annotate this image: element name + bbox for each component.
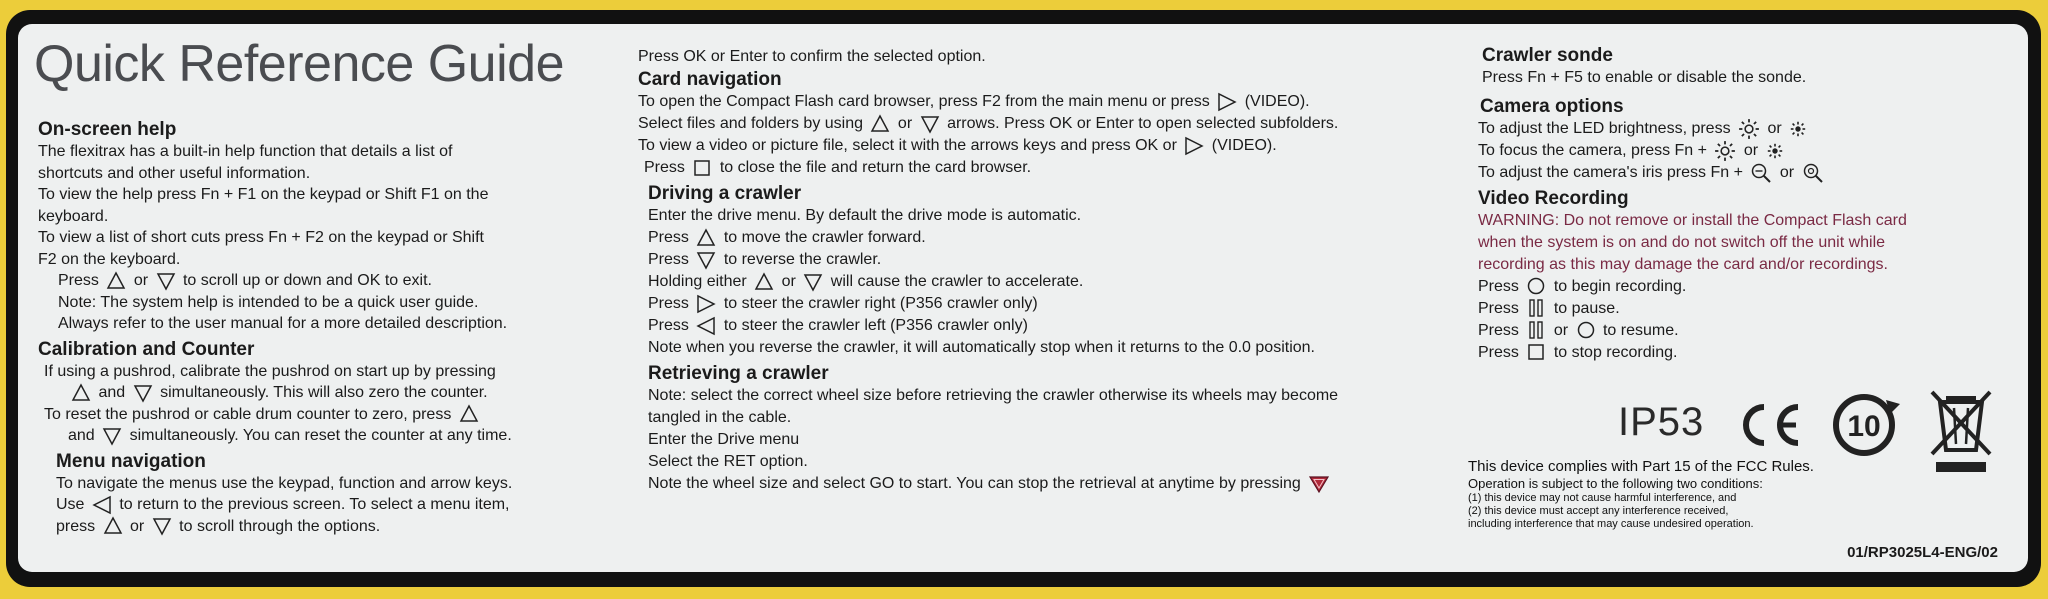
- led-sun-icon: [1789, 120, 1807, 138]
- retrieving-line: Select the RET option.: [648, 453, 808, 470]
- card-line: [638, 157, 1438, 179]
- card-text: Select files and folders by using: [638, 115, 864, 132]
- video-text: or: [1553, 321, 1569, 339]
- help-text: or: [133, 272, 149, 289]
- intro-line: Press OK or Enter to confirm the selected option.: [638, 48, 986, 65]
- video-text: Press: [1478, 277, 1519, 295]
- onscreen-help-heading: On-screen help: [38, 119, 177, 140]
- menu-line: [38, 494, 638, 516]
- help-line: keyboard.: [38, 207, 109, 225]
- driving-text: to move the crawler forward.: [723, 229, 926, 246]
- retrieving-line: Enter the Drive menu: [648, 431, 800, 448]
- ip-rating: IP53: [1618, 400, 1705, 444]
- left-triangle-icon: [696, 316, 716, 336]
- driving-text: to steer the crawler right (P356 crawler only): [723, 295, 1038, 312]
- driving-text: Press: [648, 229, 689, 246]
- help-line: To view a list of short cuts press Fn + F2 on the keypad or Shift: [38, 229, 484, 246]
- calibration-text: and: [68, 427, 95, 444]
- camera-line: [1478, 140, 2018, 162]
- driving-line: [648, 249, 1438, 271]
- menu-text: to scroll through the options.: [179, 517, 381, 535]
- help-text: Press: [58, 272, 99, 289]
- calibration-text: simultaneously. You can reset the counter at any time.: [129, 427, 512, 444]
- led-sun-icon: [1738, 118, 1760, 140]
- card-text: (VIDEO).: [1211, 137, 1277, 154]
- driving-line: Note when you reverse the crawler, it will automatically stop when it returns to the 0.0 position.: [648, 339, 1315, 356]
- circle-record-icon: [1526, 276, 1546, 296]
- iris-magnifier-icon: [1750, 162, 1772, 184]
- up-triangle-icon: [103, 516, 123, 536]
- sonde-heading: Crawler sonde: [1482, 45, 1613, 66]
- card-text: arrows. Press OK or Enter to open selected subfolders.: [947, 115, 1339, 132]
- down-triangle-icon: [102, 426, 122, 446]
- video-text: to pause.: [1553, 299, 1620, 317]
- video-text: to resume.: [1602, 321, 1679, 339]
- fcc-line: Operation is subject to the following two conditions:: [1468, 476, 1763, 491]
- square-stop-icon: [692, 158, 712, 178]
- pause-icon: [1526, 320, 1546, 340]
- menu-line: [38, 516, 638, 538]
- retrieving-line: [648, 473, 1438, 495]
- camera-text: or: [1767, 120, 1782, 138]
- card-text: To open the Compact Flash card browser, press F2 from the main menu or press: [638, 93, 1210, 110]
- down-triangle-icon: [920, 114, 940, 134]
- help-text: to scroll up or down and OK to exit.: [182, 272, 432, 289]
- pause-icon: [1526, 298, 1546, 318]
- card-text: to close the file and return the card browser.: [719, 159, 1032, 176]
- warning-line: recording as this may damage the card and/or recordings.: [1478, 255, 1888, 273]
- menu-text: press: [56, 517, 96, 535]
- camera-text: or: [1743, 142, 1759, 160]
- ten-year-label: 10: [1847, 410, 1881, 443]
- video-text: Press: [1478, 343, 1519, 361]
- driving-text: to reverse the crawler.: [723, 251, 882, 268]
- camera-text: or: [1779, 164, 1795, 182]
- fcc-notice: [1468, 458, 2008, 531]
- sonde-line: Press Fn + F5 to enable or disable the sonde.: [1482, 69, 1807, 86]
- card-text: or: [897, 115, 913, 132]
- fcc-line: (1) this device may not cause harmful interference, and: [1468, 492, 1737, 504]
- driving-text: Press: [648, 295, 689, 312]
- card-text: (VIDEO).: [1244, 93, 1310, 110]
- help-line: To view the help press Fn + F1 on the keypad or Shift F1 on the: [38, 186, 489, 203]
- iris-magnifier-icon: [1802, 162, 1824, 184]
- camera-text: To adjust the camera's iris press Fn +: [1478, 164, 1743, 182]
- document-code: 01/RP3025L4-ENG/02: [1847, 544, 1998, 561]
- page-title: Quick Reference Guide: [34, 35, 564, 93]
- help-line: Always refer to the user manual for a more detailed description.: [58, 315, 508, 332]
- calibration-line: [38, 404, 638, 426]
- up-triangle-icon: [870, 114, 890, 134]
- driving-line: Enter the drive menu. By default the drive mode is automatic.: [648, 207, 1082, 224]
- video-text: to stop recording.: [1553, 343, 1678, 361]
- warning-line: when the system is on and do not switch off the unit while: [1478, 233, 1886, 251]
- left-triangle-icon: [92, 495, 112, 515]
- right-triangle-icon: [696, 294, 716, 314]
- help-line: Note: The system help is intended to be a quick user guide.: [58, 293, 479, 311]
- circle-record-icon: [1576, 320, 1596, 340]
- card-line: [638, 113, 1438, 135]
- square-stop-icon: [1526, 342, 1546, 362]
- card-navigation-heading: Card navigation: [638, 69, 782, 90]
- focus-sun-icon: [1766, 142, 1784, 160]
- fcc-line: including interference that may cause undesired operation.: [1468, 518, 1754, 530]
- calibration-heading: Calibration and Counter: [38, 338, 255, 360]
- calibration-text: and: [98, 384, 126, 401]
- video-text: Press: [1478, 299, 1519, 317]
- video-recording-heading: Video Recording: [1478, 187, 1629, 209]
- calibration-line: If using a pushrod, calibrate the pushrod on start up by pressing: [44, 362, 496, 380]
- right-triangle-icon: [1184, 136, 1204, 156]
- video-line: [1478, 320, 2018, 342]
- warning-line: WARNING: Do not remove or install the Compact Flash card: [1478, 211, 1907, 229]
- menu-text: Use: [56, 496, 85, 513]
- retrieving-heading: Retrieving a crawler: [648, 363, 829, 384]
- driving-line: [648, 315, 1438, 337]
- ce-mark: [1734, 402, 1804, 453]
- up-triangle-icon: [459, 404, 479, 424]
- driving-line: [648, 271, 1438, 293]
- driving-text: or: [781, 273, 796, 290]
- menu-text: or: [130, 517, 145, 535]
- camera-text: To adjust the LED brightness, press: [1478, 120, 1731, 138]
- camera-line: [1478, 162, 2018, 184]
- help-line: The flexitrax has a built-in help function that details a list of: [38, 143, 453, 160]
- video-line: [1478, 342, 2018, 364]
- menu-navigation-heading: Menu navigation: [56, 450, 206, 472]
- calibration-line: [38, 382, 638, 404]
- help-line: shortcuts and other useful information.: [38, 164, 311, 182]
- camera-line: [1478, 118, 2018, 140]
- card-text: Press: [644, 159, 685, 176]
- right-triangle-icon: [1217, 92, 1237, 112]
- down-triangle-icon: [803, 272, 823, 292]
- video-line: [1478, 298, 2018, 320]
- card-line: [638, 135, 1438, 157]
- video-line: [1478, 276, 2018, 298]
- down-triangle-icon: [152, 516, 172, 536]
- fcc-line: This device complies with Part 15 of the FCC Rules.: [1468, 458, 1814, 475]
- fcc-line: (2) this device must accept any interference received,: [1468, 505, 1729, 517]
- red-stop-icon: [1308, 474, 1330, 494]
- up-triangle-icon: [754, 272, 774, 292]
- driving-heading: Driving a crawler: [648, 183, 802, 204]
- driving-text: Press: [648, 317, 689, 334]
- calibration-text: To reset the pushrod or cable drum counter to zero, press: [44, 405, 452, 423]
- video-text: Press: [1478, 321, 1519, 339]
- quick-reference-panel: [18, 24, 2028, 572]
- camera-text: To focus the camera, press Fn +: [1478, 142, 1707, 160]
- driving-text: Holding either: [648, 273, 747, 290]
- ten-year-icon: [1826, 390, 1904, 465]
- driving-text: will cause the crawler to accelerate.: [830, 273, 1084, 290]
- up-triangle-icon: [696, 228, 716, 248]
- help-line: F2 on the keyboard.: [38, 250, 181, 268]
- up-triangle-icon: [71, 383, 91, 403]
- video-text: to begin recording.: [1553, 277, 1687, 295]
- retrieving-text: Note the wheel size and select GO to start. You can stop the retrieval at anytime by pressing: [648, 475, 1301, 492]
- calibration-text: simultaneously. This will also zero the counter.: [160, 384, 488, 401]
- camera-heading: Camera options: [1480, 96, 1624, 117]
- down-triangle-icon: [696, 250, 716, 270]
- retrieving-line: tangled in the cable.: [648, 409, 792, 426]
- driving-text: to steer the crawler left (P356 crawler only): [723, 317, 1028, 334]
- down-triangle-icon: [133, 383, 153, 403]
- focus-sun-icon: [1714, 140, 1736, 162]
- up-triangle-icon: [106, 271, 126, 291]
- retrieving-line: Note: select the correct wheel size before retrieving the crawler otherwise its wheels may become: [648, 387, 1339, 404]
- menu-text: to return to the previous screen. To select a menu item,: [119, 496, 510, 513]
- driving-line: [648, 227, 1438, 249]
- card-line: [638, 91, 1438, 113]
- menu-line: To navigate the menus use the keypad, function and arrow keys.: [56, 474, 513, 492]
- calibration-line: [38, 425, 638, 447]
- driving-text: Press: [648, 251, 689, 268]
- driving-line: [648, 293, 1438, 315]
- card-text: To view a video or picture file, select it with the arrows keys and press OK or: [638, 137, 1177, 154]
- down-triangle-icon: [156, 271, 176, 291]
- help-line: [38, 270, 638, 292]
